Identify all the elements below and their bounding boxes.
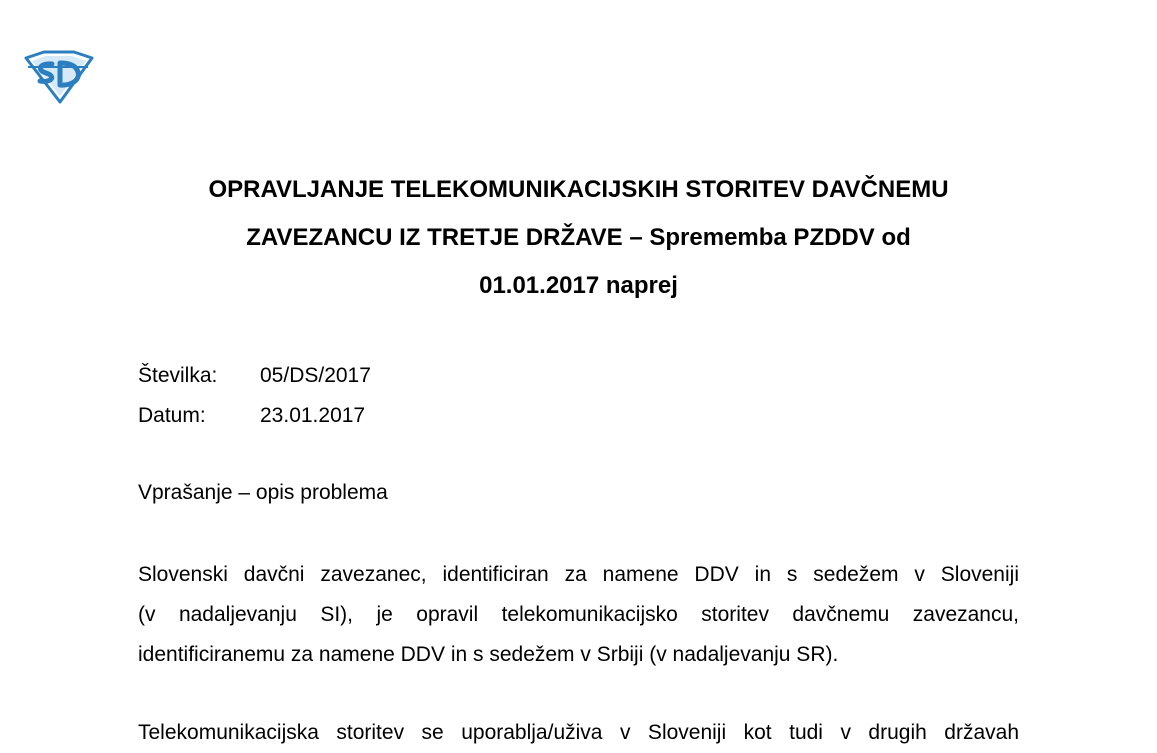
section-heading: Vprašanje – opis problema bbox=[138, 481, 388, 504]
shield-logo-icon bbox=[22, 50, 96, 104]
paragraph-1-line-3: identificiranemu za namene DDV in s sedežem v Srbiji (v nadaljevanju SR). bbox=[138, 643, 839, 666]
paragraph-1-line-1: Slovenski davčni zavezanec, identificiran za namene DDV in s sedežem v Sloveniji bbox=[138, 563, 1019, 586]
meta-date-row bbox=[138, 396, 371, 436]
title-line-3: 01.01.2017 naprej bbox=[479, 272, 678, 299]
title-line-2: ZAVEZANCU IZ TRETJE DRŽAVE – Sprememba PZDDV od bbox=[246, 224, 911, 251]
company-logo bbox=[22, 50, 96, 104]
document-meta bbox=[138, 356, 371, 436]
document-title bbox=[100, 166, 1057, 310]
paragraph-1-line-2: (v nadaljevanju SI), je opravil telekomunikacijsko storitev davčnemu zavezancu, bbox=[138, 603, 1019, 626]
paragraph-2 bbox=[138, 713, 1019, 753]
paragraph-2-line-1: Telekomunikacijska storitev se uporablja/uživa v Sloveniji kot tudi v drugih državah bbox=[138, 721, 1019, 744]
date-value: 23.01.2017 bbox=[260, 404, 366, 427]
title-line-1: OPRAVLJANJE TELEKOMUNIKACIJSKIH STORITEV DAVČNEMU bbox=[208, 176, 949, 203]
date-label: Datum: bbox=[138, 404, 206, 427]
number-value: 05/DS/2017 bbox=[260, 364, 371, 387]
meta-number-row bbox=[138, 356, 371, 396]
number-label: Številka: bbox=[138, 364, 218, 387]
paragraph-1 bbox=[138, 555, 1019, 675]
